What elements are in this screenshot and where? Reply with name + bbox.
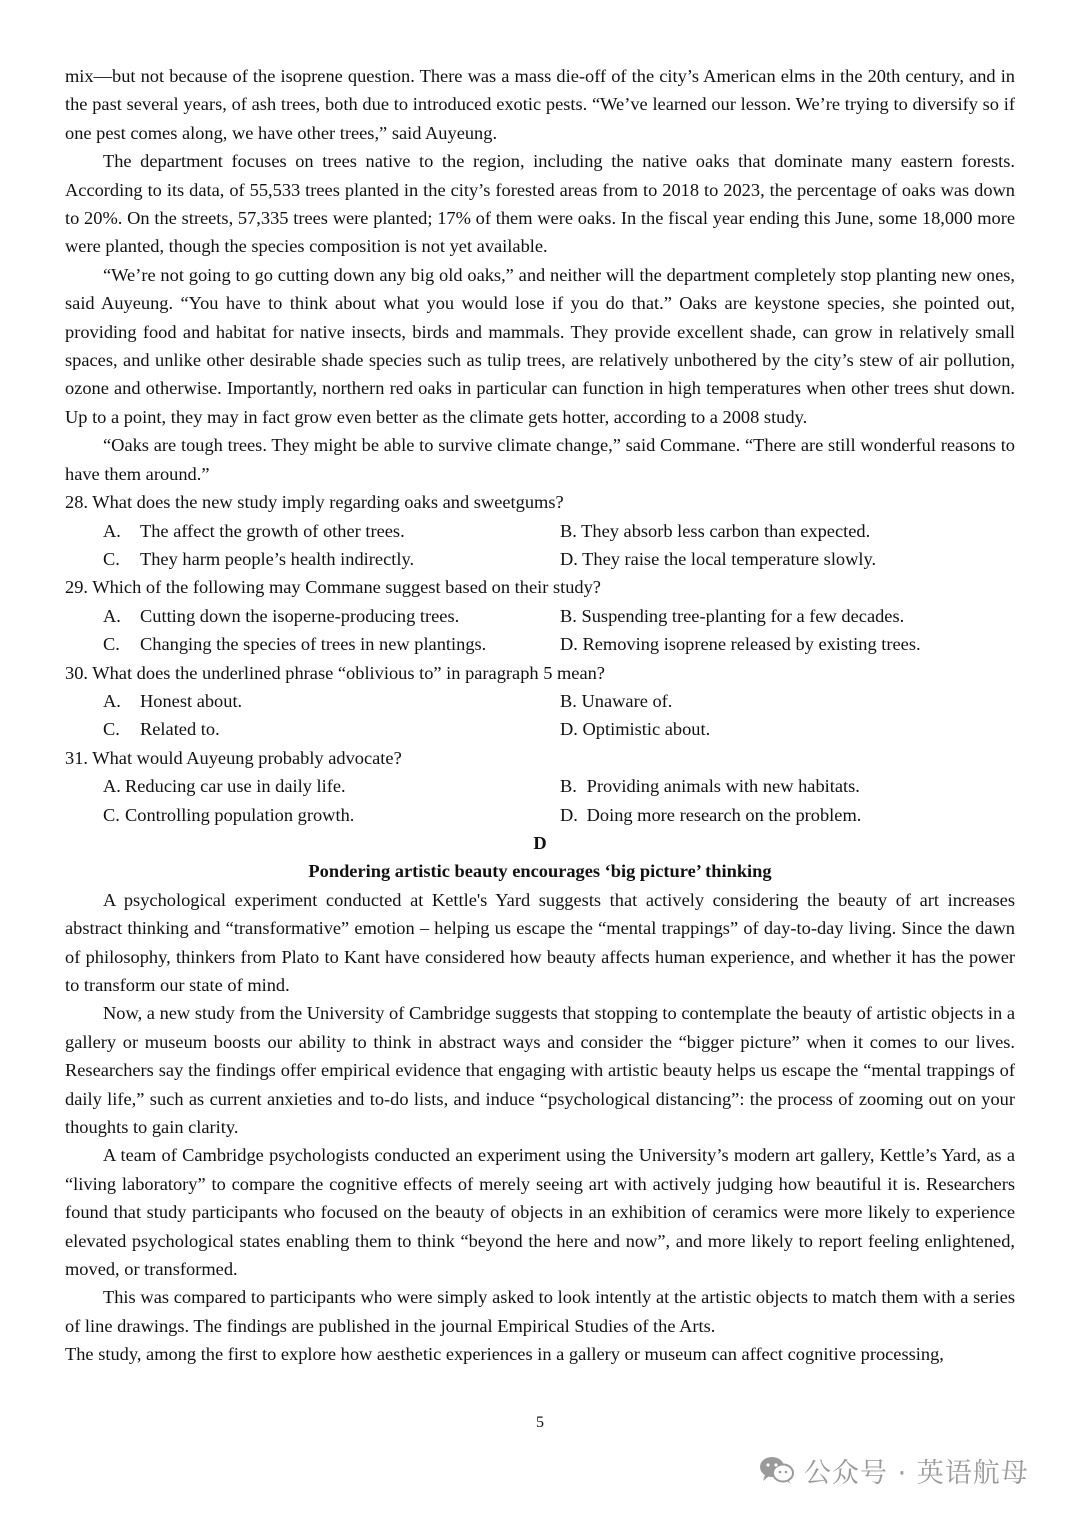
option-text: Unaware of. xyxy=(581,690,673,711)
option-letter: C. xyxy=(103,804,120,825)
option-text: Honest about. xyxy=(140,690,243,711)
option-grid xyxy=(103,687,1015,744)
paragraph: mix—but not because of the isoprene question. There was a mass die-off of the city’s American elms in the 20th century, and in the past several years, of ash trees, both due to introduced exotic pests. “We’ve learned our lesson. We’re trying to diversify so if one pest comes along, we have other trees,” said Auyeung. xyxy=(65,66,1015,143)
option-letter: D. xyxy=(560,804,578,825)
answer-option xyxy=(560,630,1000,658)
option-letter: A. xyxy=(103,605,121,626)
answer-option xyxy=(103,630,560,658)
option-text: They harm people’s health indirectly. xyxy=(140,548,415,569)
page-number: 5 xyxy=(536,1414,544,1431)
answer-option xyxy=(103,517,560,545)
paragraph: “Oaks are tough trees. They might be able to survive climate change,” said Commane. “There are still wonderful reasons to have them around.” xyxy=(65,435,1015,484)
wechat-icon xyxy=(758,1455,796,1485)
option-grid xyxy=(103,517,1015,574)
option-text: Suspending tree-planting for a few decades. xyxy=(581,605,905,626)
option-text: Cutting down the isoperne-producing trees. xyxy=(140,605,460,626)
question-list xyxy=(65,488,1015,829)
option-letter: B. xyxy=(560,690,577,711)
option-text: They raise the local temperature slowly. xyxy=(582,548,877,569)
option-grid xyxy=(103,772,1015,829)
watermark xyxy=(758,1452,1029,1488)
answer-option xyxy=(560,687,1000,715)
question-stem: 29. Which of the following may Commane suggest based on their study? xyxy=(65,577,601,598)
option-letter: C. xyxy=(103,719,120,740)
question-stem: 28. What does the new study imply regarding oaks and sweetgums? xyxy=(65,492,564,513)
option-letter: C. xyxy=(103,634,120,655)
paragraph: “We’re not going to go cutting down any big old oaks,” and neither will the department completely stop planting new ones, said Auyeung. “You have to think about what you would lose if you do that.” Oaks are keystone species, she pointed out, providing food and habitat for native insects, birds and mammals. They provide excellent shade, can grow in relatively small spaces, and unlike other desirable shade species such as tulip trees, are relatively unbothered by the city’s stew of air pollution, ozone and otherwise. Importantly, northern red oaks in particular can function in high temperatures when other trees shut down. Up to a point, they may in fact grow even better as the climate gets hotter, according to a 2008 study. xyxy=(65,264,1015,427)
answer-option xyxy=(103,715,560,743)
paragraph: This was compared to participants who were simply asked to look intently at the artistic objects to match them with a series of line drawings. The findings are published in the journal Empirical Studies of the Arts. xyxy=(65,1287,1015,1336)
paragraph: A psychological experiment conducted at Kettle's Yard suggests that actively considering the beauty of art increases abstract thinking and “transformative” emotion – helping us escape the “mental trappings” of day-to-day living. Since the dawn of philosophy, thinkers from Plato to Kant have considered how beauty affects human experience, and whether it has the power to transform our state of mind. xyxy=(65,889,1015,995)
option-letter: B. xyxy=(560,520,577,541)
section-letter: D xyxy=(533,832,547,853)
answer-option xyxy=(103,602,560,630)
option-text: Reducing car use in daily life. xyxy=(125,776,346,797)
question-stem: 31. What would Auyeung probably advocate? xyxy=(65,747,402,768)
option-text: They absorb less carbon than expected. xyxy=(581,520,871,541)
option-letter: A. xyxy=(103,690,121,711)
option-text: Controlling population growth. xyxy=(125,804,355,825)
answer-option xyxy=(103,801,560,829)
answer-option xyxy=(560,602,1000,630)
passage-d-text xyxy=(65,886,1015,1369)
paragraph: A team of Cambridge psychologists conducted an experiment using the University’s modern art gallery, Kettle’s Yard, as a “living laboratory” to compare the cognitive effects of merely seeing art with actively judging how beautiful it is. Researchers found that study participants who focused on the beauty of objects in an exhibition of ceramics were more likely to experience elevated psychological states enabling them to think “beyond the here and now”, and more likely to report feeling enlightened, moved, or transformed. xyxy=(65,1145,1015,1280)
answer-option xyxy=(560,517,1000,545)
paragraph: Now, a new study from the University of Cambridge suggests that stopping to contemplate the beauty of artistic objects in a gallery or museum boosts our ability to think in abstract ways and consider the “bigger picture” when it comes to our lives. Researchers say the findings offer empirical evidence that engaging with artistic beauty helps us escape the “mental trappings of daily life,” such as current anxieties and to-do lists, and induce “psychological distancing”: the process of zooming out on your thoughts to gain clarity. xyxy=(65,1003,1015,1138)
option-letter: D. xyxy=(560,634,578,655)
page-body xyxy=(65,62,1015,1369)
answer-option xyxy=(560,715,1000,743)
option-text: Providing animals with new habitats. xyxy=(586,776,860,797)
paragraph: The department focuses on trees native to the region, including the native oaks that dominate many eastern forests. According to its data, of 55,533 trees planted in the city’s forested areas from to 2018 to 2023, the percentage of oaks was down to 20%. On the streets, 57,335 trees were planted; 17% of them were oaks. In the fiscal year ending this June, some 18,000 more were planted, though the species composition is not yet available. xyxy=(65,151,1015,257)
option-letter: B. xyxy=(560,776,577,797)
answer-option xyxy=(103,545,560,573)
answer-option xyxy=(560,772,1000,800)
option-text: Removing isoprene released by existing trees. xyxy=(582,634,921,655)
answer-option xyxy=(103,772,560,800)
option-letter: D. xyxy=(560,719,578,740)
option-text: Changing the species of trees in new plantings. xyxy=(140,634,487,655)
option-letter: A. xyxy=(103,776,121,797)
answer-option xyxy=(560,545,1000,573)
passage-c-text xyxy=(65,62,1015,488)
option-letter: B. xyxy=(560,605,577,626)
paragraph: The study, among the first to explore how aesthetic experiences in a gallery or museum can affect cognitive processing, xyxy=(65,1344,944,1365)
option-text: Optimistic about. xyxy=(582,719,711,740)
option-letter: D. xyxy=(560,548,578,569)
question-stem: 30. What does the underlined phrase “oblivious to” in paragraph 5 mean? xyxy=(65,662,605,683)
option-letter: C. xyxy=(103,548,120,569)
option-letter: A. xyxy=(103,520,121,541)
answer-option xyxy=(103,687,560,715)
option-text: The affect the growth of other trees. xyxy=(140,520,405,541)
passage-title: Pondering artistic beauty encourages ‘big picture’ thinking xyxy=(308,861,772,882)
option-grid xyxy=(103,602,1015,659)
answer-option xyxy=(560,801,1000,829)
watermark-text: 公众号 · 英语航母 xyxy=(804,1457,1029,1489)
option-text: Doing more research on the problem. xyxy=(586,804,862,825)
option-text: Related to. xyxy=(140,719,220,740)
